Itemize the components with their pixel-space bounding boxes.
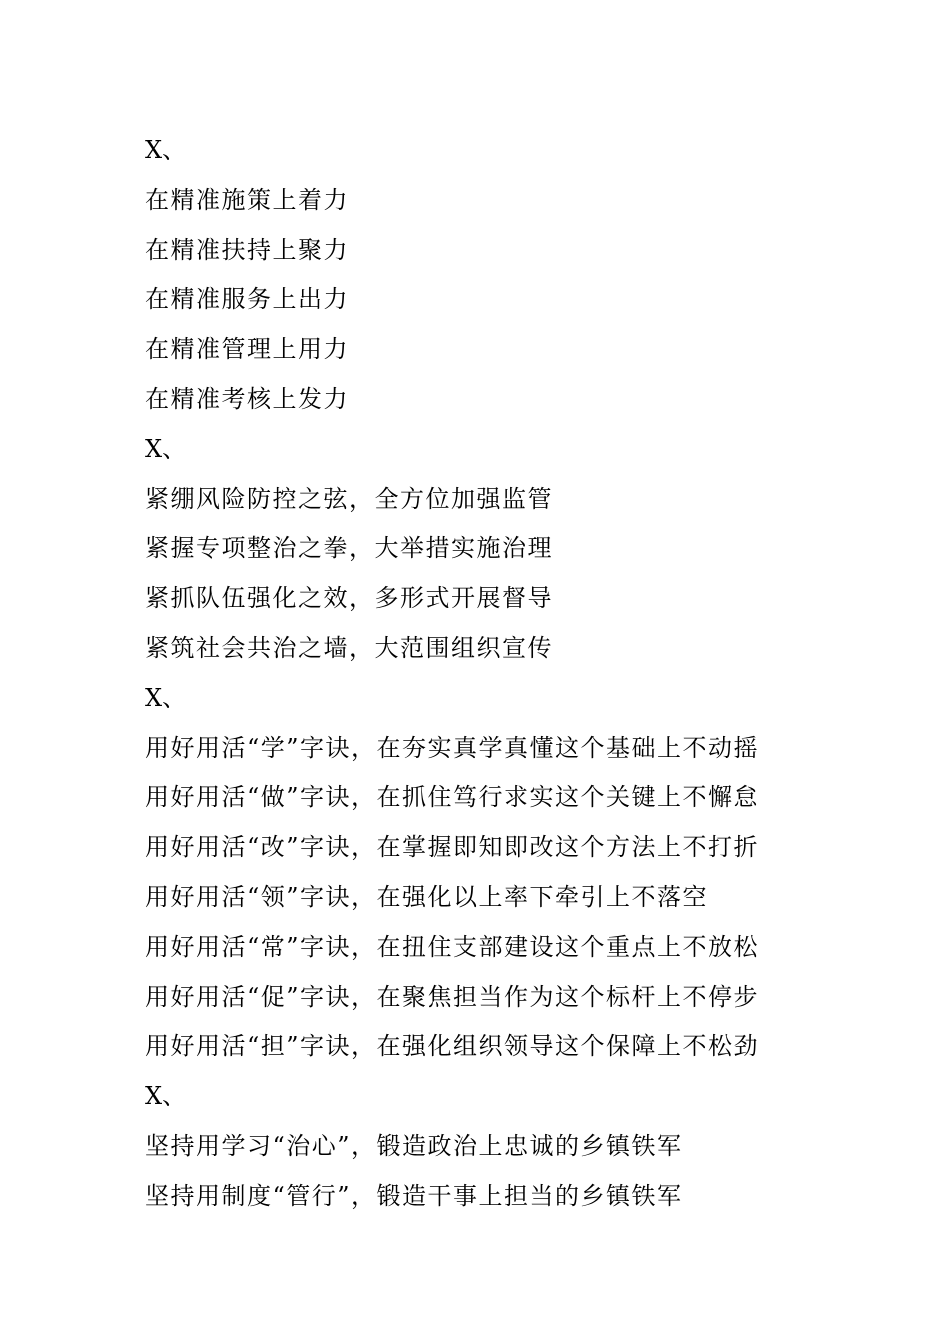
text-line: 用好用活“常”字诀，在扭住支部建设这个重点上不放松 (145, 932, 760, 961)
text-line: 用好用活“担”字诀，在强化组织领导这个保障上不松劲 (145, 1032, 760, 1061)
document-body (145, 126, 845, 1222)
text-line: 在精准施策上着力 (145, 185, 349, 214)
text-line: 用好用活“领”字诀，在强化以上率下牵引上不落空 (145, 882, 709, 911)
text-line: 用好用活“改”字诀，在掌握即知即改这个方法上不打折 (145, 833, 760, 862)
text-line: 在精准服务上出力 (145, 285, 349, 314)
text-line: 用好用活“做”字诀，在抓住笃行求实这个关键上不懈怠 (145, 783, 760, 812)
text-line: 坚持用学习“治心”，锻造政治上忠诚的乡镇铁军 (145, 1131, 683, 1160)
text-line: 紧筑社会共治之墙，大范围组织宣传 (145, 633, 553, 662)
section-marker: X、 (145, 683, 187, 712)
text-line: 在精准考核上发力 (145, 384, 349, 413)
text-line: 在精准管理上用力 (145, 335, 349, 364)
section-marker: X、 (145, 434, 187, 463)
text-line: 用好用活“促”字诀，在聚焦担当作为这个标杆上不停步 (145, 982, 760, 1011)
text-line: 紧绷风险防控之弦，全方位加强监管 (145, 484, 553, 513)
text-line: 用好用活“学”字诀，在夯实真学真懂这个基础上不动摇 (145, 733, 760, 762)
text-line: 在精准扶持上聚力 (145, 235, 349, 264)
text-line: 紧抓队伍强化之效，多形式开展督导 (145, 584, 553, 613)
section-marker: X、 (145, 1082, 187, 1111)
text-line: 紧握专项整治之拳，大举措实施治理 (145, 534, 553, 563)
section-marker: X、 (145, 136, 187, 164)
text-line: 坚持用制度“管行”，锻造干事上担当的乡镇铁军 (145, 1181, 683, 1210)
